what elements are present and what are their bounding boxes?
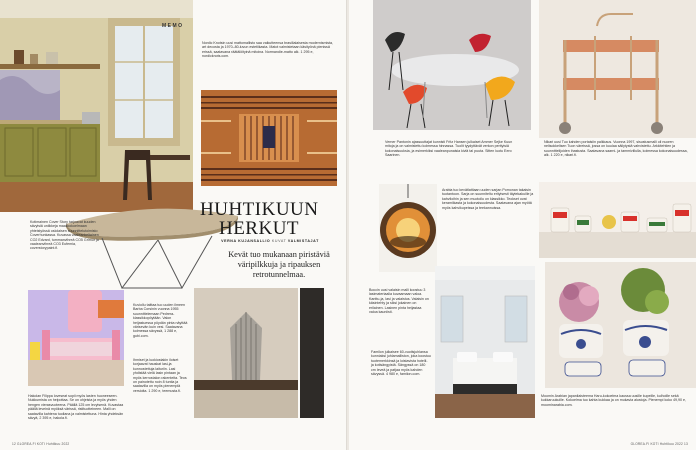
rug-photo [201, 90, 337, 186]
folio-left: 12 GLOREA.FI KOTI Huhtikuu 2022 [12, 442, 70, 446]
chairs-photo [373, 0, 531, 130]
caption-familon: Familon julkaisee 60-vuotisjuhlansa kunniaksi juhlamalliston, joka koostuu tuotemerkkinsä ja loistavista hotelli- ja kotisängyistä. Sängyssä on 180 cm leveä ja patjaa myös kahden sävyssä. 4 980 e, familon.com. [371, 350, 431, 377]
bedroom-photo [435, 266, 535, 418]
flower-pots-photo [545, 262, 696, 388]
pomona-crockery-photo [539, 182, 696, 258]
loveseat-photo [28, 290, 124, 386]
caption-verner: Verner Pantonin ajassuuttajat kunnisti Fritz Hansen julkaiset Ammer Sejke Kuun mitoja ja on valmistettu kolmessa hinnassa. Tuolit tyydyttävät verkon perityisiä kokonaisuuksia, ja esimerkiksi vaaleanpunaisia kiviä tai puuta. Sitten luotu Eero Saarinen. [385, 140, 513, 158]
caption-kotimainen: Kotimainen Cover Story tarjoavat kuuden sävyisiä uniikkeja maalikokoelmaan yhteistyössä oslolaisen suunnittelutoimisto Coverhunkassa. Kuvassa vaaleankeltainen CO2 Edvard, tummanvihreä CO5 Grimur ja vaaleanvihreä CO3 Eufemia, coverstorypaint.fi. [30, 220, 99, 251]
byline [200, 239, 340, 243]
lead-text: Kevät tuo mukanaan piristäviä väripilkkuja ja ripauksen retrotunnelmaa. [228, 250, 330, 279]
caption-moomin: Moomin Arabian japanilaisteema Haru-kokoelma kaussa uusille kupeille, kulhoille sekä kukkaruukuille. Kokoelma tuo kahta kukkaa ja on mukavia alustoja. Pienempi koko 49,90 e, moominarabia.com. [541, 394, 687, 407]
memo-label: MEMO [162, 23, 184, 29]
left-page [0, 0, 347, 450]
folio-right: GLOREA.FI KOTI Huhtikuu 2022 13 [630, 442, 688, 446]
caption-arabia: Arabia tuo kevätlattiaan uuden sarjan Pomonan takaisin tuotantoon. Sarja on suunniteltu erityisesti täytekakuille ja kahviloihin ja sen muotoilu on klassikko. Teokset ovat keramiikasta ja kokonaisuudesta. Saatavana ajan myötä myös kahvikupeissa ja teekannuissa. [442, 188, 534, 210]
caption-bocci: Boccin uusi valaisin malli koostuu 3 lasimateriaalia kuvaamaan valoa. Kanttu-ja, lasi ja valaistus. Valaisin on käsintehty ja siksi jokainen on erilainen. Lasinen pinta heijastaa valoa kauniisti. [369, 288, 429, 315]
kitchen-photo [0, 0, 193, 212]
byline-photos-label: KUVAT [271, 239, 287, 243]
serving-trolley-photo [539, 0, 696, 138]
pendant-lamp-photo [379, 184, 437, 272]
glass-vase-photo [194, 288, 298, 418]
byline-photos-credit: VALMISTAJAT [287, 239, 319, 243]
right-page [349, 0, 696, 450]
byline-author: VERNA KUJANSALLIO [221, 239, 271, 243]
headline: HUHTIKUUN HERKUT [200, 199, 319, 239]
wall-shadow-panel [300, 288, 324, 418]
caption-ihmiset: Ihmiset ja luokiostakin iloiset korjaavat hauskat lasi-ja kunnostettuja laituriin. Lasi yhdistää vielä lasin pintaan ja myös kerrostalon rakenteita. Teos on painotettu noin 8 tuntia ja saatavilla on myös pienempiä versioita. 1 290 e, teemusta.fi. [133, 358, 187, 393]
caption-kuvio: Kuviollu taittaa tuo uuden ilmeen Barba Corsinin vuonna 1955 suunnittelemaan Pedrera-klassikkopöytään. Valon heijastuessa pöydän pinta näyttää värisevän kuin vesi. Saatavana kolmessa sävyssä, 1 288 e, gubi.com. [133, 303, 188, 338]
caption-nordic-knots: Nordic Knotsin uusi mattomallisto saa vaikutteensa brasilialaisesta modernismista, art decosta ja 1970–80-luvun estetiikasta. Matot valmistetaan käsityönä pienissä erissä, saatavana räätälöityinä mitoina. Normandie-matto alk. 1 295 e, nordicknots.com. [202, 41, 334, 59]
caption-hakolan: Hakolan Filippa loveseat sopii myös lasten huoneeseen. Nukkumista on helpottaa. Se on ohjeista ja myös yhden hengen vierasvuoteena. Päällä 125 cm levyisenä. Kuvastaa päällä leveinä myöksä värissä, ristituotteineen. Malli on saatavilla kahtena tuoliana ja valmistettuna. Hinta yhdeksän sävyä, 2 395 e, hakola.fi. [28, 394, 124, 421]
caption-nikari: Nikari uusi Tuo kahden portaisiin palkkaus. Vuonna 1997, sisustusmalli oli nuoren nelisokkelisen Tuon väreissä, jossa on kuulaa säilytystä vahvistettu. Arkkitehtien ja suunnittelijoiden ihastusta. Saatavana saarni- ja tammiviilulla, kolmessa kokonaisuudessa, alk. 1 220 e, nikari.fi. [544, 140, 688, 158]
